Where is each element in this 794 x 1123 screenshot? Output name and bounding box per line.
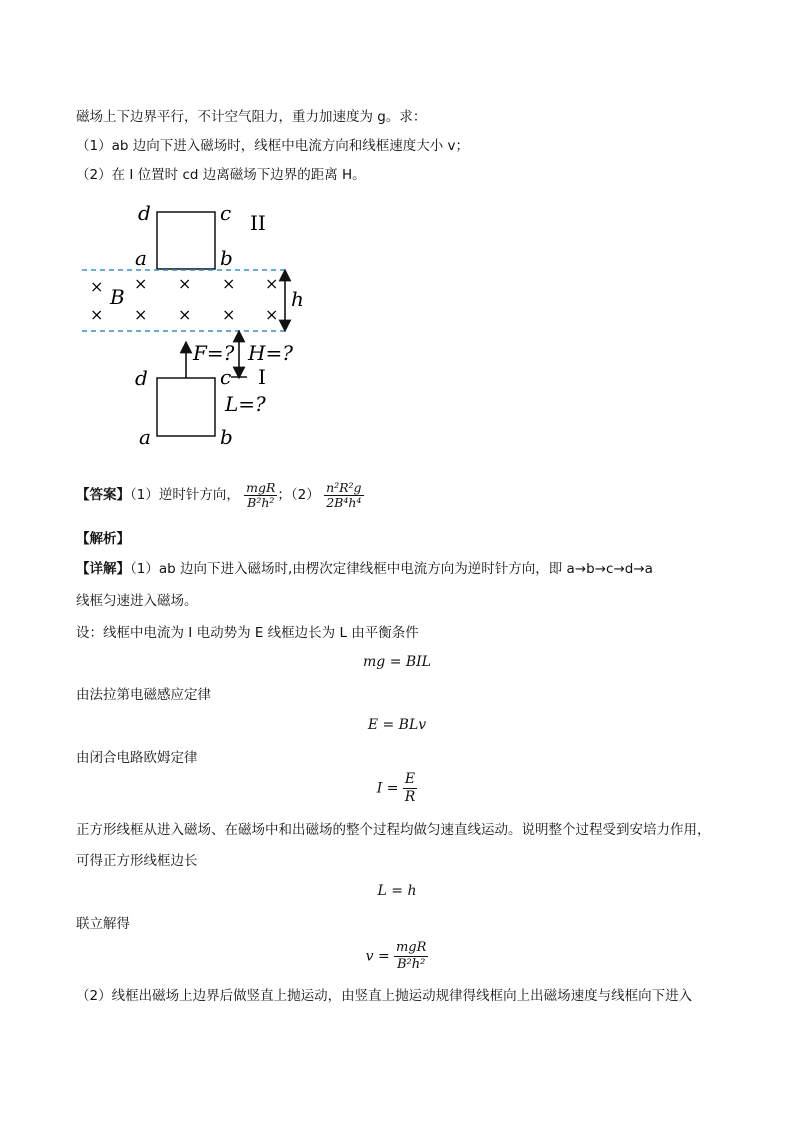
part2-line: （2）线框出磁场上边界后做竖直上抛运动，由竖直上抛运动规律得线框向上出磁场速度与线框向下进入	[76, 988, 693, 1004]
field-cross: ×	[222, 274, 236, 293]
top-label-d: d	[138, 201, 151, 225]
motion-line: 正方形线框从进入磁场、在磁场中和出磁场的整个过程均做匀速直线运动。说明整个过程受到安培力作用，	[76, 822, 711, 838]
bottom-square-frame	[157, 378, 215, 436]
uniform-line: 线框匀速进入磁场。	[76, 593, 198, 609]
ohm-line: 由闭合电路欧姆定律	[76, 750, 198, 766]
field-cross: ×	[222, 305, 236, 324]
top-label-c: c	[220, 201, 232, 225]
equation-fraction	[394, 940, 428, 973]
field-cross: ×	[134, 305, 148, 324]
combine-line: 联立解得	[76, 916, 130, 932]
top-label-a: a	[135, 246, 147, 270]
field-cross: ×	[90, 305, 104, 324]
answer-label: 【答案】	[76, 487, 130, 503]
field-cross: ×	[90, 277, 104, 296]
equation-current	[0, 771, 794, 806]
label-H: H=?	[248, 341, 293, 365]
equation-velocity	[0, 940, 794, 973]
fraction-denominator: 2B⁴h⁴	[326, 494, 362, 510]
answer-separator: ；（2）	[277, 487, 320, 503]
fraction-numerator: E	[404, 771, 416, 787]
question-2: （2）在 I 位置时 cd 边离磁场下边界的距离 H。	[76, 167, 366, 183]
equation-fraction	[403, 771, 418, 806]
fraction-denominator: B²h²	[397, 957, 426, 972]
label-force: F=?	[193, 341, 235, 365]
analysis-title: 【解析】	[76, 531, 130, 547]
field-cross: ×	[178, 274, 192, 293]
equation-emf: E = BLv	[367, 717, 427, 733]
fraction-denominator: R	[404, 789, 416, 805]
field-cross: ×	[178, 305, 192, 324]
answer-fraction-1	[244, 481, 277, 510]
bottom-label-c: c	[220, 365, 232, 389]
bottom-label-a: a	[139, 425, 151, 449]
field-cross: ×	[265, 274, 279, 293]
equation-lhs: v =	[365, 948, 390, 965]
label-L: L=?	[225, 392, 266, 416]
detail-line	[76, 560, 653, 578]
side-length-line: 可得正方形线框边长	[76, 853, 198, 869]
detail-label: 【详解】	[76, 561, 130, 577]
bottom-label-b: b	[220, 425, 233, 449]
question-1: （1）ab 边向下进入磁场时，线框中电流方向和线框速度大小 v；	[76, 138, 470, 154]
fraction-numerator: mgR	[395, 940, 427, 955]
answer-fraction-2	[324, 481, 364, 510]
top-label-b: b	[220, 246, 233, 270]
fraction-denominator: B²h²	[247, 494, 275, 510]
equation-balance: mg = BIL	[363, 654, 431, 670]
field-label-B: B	[110, 285, 125, 309]
physics-figure	[0, 195, 794, 495]
top-square-frame	[157, 212, 215, 269]
answer-line	[76, 475, 364, 515]
label-h: h	[291, 287, 304, 311]
intro-line: 磁场上下边界平行，不计空气阻力，重力加速度为 g。求：	[76, 109, 427, 125]
field-cross: ×	[265, 305, 279, 324]
setup-line: 设：线框中电流为 I 电动势为 E 线框边长为 L 由平衡条件	[76, 625, 419, 641]
fraction-numerator: n²R²g	[326, 479, 362, 495]
answer-part1: （1）逆时针方向，	[130, 487, 240, 503]
bottom-label-d: d	[135, 366, 148, 390]
faraday-line: 由法拉第电磁感应定律	[76, 687, 211, 703]
label-position-I: I	[258, 365, 266, 389]
label-position-II: II	[250, 211, 266, 235]
detail-text: （1）ab 边向下进入磁场时,由楞次定律线框中电流方向为逆时针方向，即 a→b→c→d→a	[130, 561, 653, 577]
equation-lhs: I =	[376, 780, 399, 797]
field-cross: ×	[134, 274, 148, 293]
equation-side: L = h	[377, 883, 417, 899]
fraction-numerator: mgR	[246, 479, 276, 495]
